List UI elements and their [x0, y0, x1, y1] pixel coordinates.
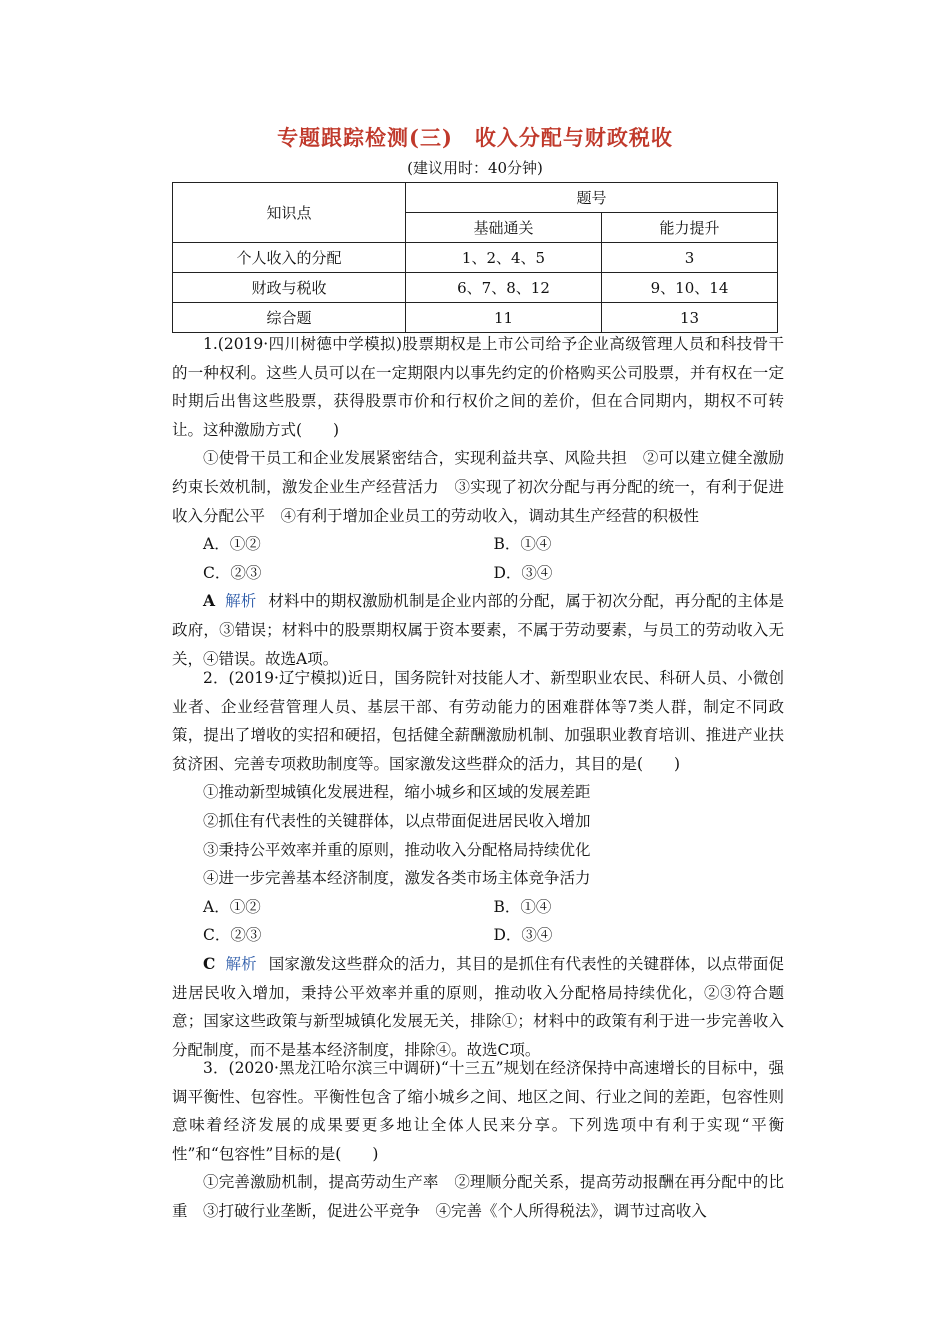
suggested-time: (建议用时：40分钟) [407, 159, 543, 177]
option-d: D．③④ [493, 563, 553, 582]
option-d: D．③④ [493, 926, 553, 945]
analysis-text: 材料中的期权激励机制是企业内部的分配，属于初次分配，再分配的主体是政府，③错误；材料中的股票期权属于资本要素，不属于劳动要素，与员工的劳动收入无关，④错误。故选A项。 [172, 592, 784, 668]
options-row [172, 893, 784, 922]
option-b: B．①④ [493, 897, 552, 916]
question-item: ④进一步完善基本经济制度，激发各类市场主体竞争活力 [203, 869, 591, 888]
page-title: 专题跟踪检测(三) 收入分配与财政税收 [277, 125, 673, 150]
question-1 [172, 330, 784, 673]
table-cell: 9、10、14 [602, 273, 778, 303]
option-a: A．①② [203, 897, 261, 916]
analysis-label: 解析 [225, 592, 257, 611]
table-cell: 个人收入的分配 [173, 243, 406, 273]
question-item: ②抓住有代表性的关键群体，以点带面促进居民收入增加 [203, 811, 591, 830]
table-header-basic: 基础通关 [406, 213, 602, 243]
table-header-group: 题号 [406, 183, 778, 213]
question-items: ①完善激励机制，提高劳动生产率 ②理顺分配关系，提高劳动报酬在再分配中的比重 ③打破行业垄断，促进公平竞争 ④完善《个人所得税法》，调节过高收入 [172, 1173, 784, 1220]
answer-analysis [172, 950, 784, 1064]
question-item: ③秉持公平效率并重的原则，推动收入分配格局持续优化 [203, 840, 591, 859]
knowledge-table [172, 182, 778, 333]
options-row [172, 530, 784, 559]
question-stem: 2．(2019·辽宁模拟)近日，国务院针对技能人才、新型职业农民、科研人员、小微创业者、企业经营管理人员、基层干部、有劳动能力的困难群体等7类人群，制定不同政策，提出了增收的实招和硬招，包括健全薪酬激励机制、加强职业教育培训、推进产业扶贫济困、完善专项救助制度等。国家激发这些群众的活力，其目的是( ) [172, 669, 784, 773]
option-c: C．②③ [203, 563, 262, 582]
table-cell: 11 [406, 303, 602, 333]
table-row [173, 243, 778, 273]
analysis-label: 解析 [225, 954, 257, 973]
answer-analysis [172, 587, 784, 673]
table-row [173, 273, 778, 303]
answer-letter: C [203, 953, 216, 973]
table-cell: 13 [602, 303, 778, 333]
question-stem: 1.(2019·四川树德中学模拟)股票期权是上市公司给予企业高级管理人员和科技骨干的一种权利。这些人员可以在一定期限内以事先约定的价格购买公司股票，并有权在一定时期后出售这些股票，获得股票市价和行权价之间的差价，但在合同期内，期权不可转让。这种激励方式( ) [172, 335, 784, 439]
option-b: B．①④ [493, 535, 552, 554]
question-items: ①使骨干员工和企业发展紧密结合，实现利益共享、风险共担 ②可以建立健全激励约束长效机制，激发企业生产经营活力 ③实现了初次分配与再分配的统一，有利于促进收入分配公平 ④有利于增加企业员工的劳动收入，调动其生产经营的积极性 [172, 449, 784, 525]
options-row [172, 921, 784, 950]
table-header-topic: 知识点 [173, 183, 406, 243]
option-a: A．①② [203, 535, 261, 554]
table-header-advanced: 能力提升 [602, 213, 778, 243]
question-3 [172, 1054, 784, 1226]
question-item: ①推动新型城镇化发展进程，缩小城乡和区域的发展差距 [203, 783, 591, 802]
table-cell: 6、7、8、12 [406, 273, 602, 303]
question-2 [172, 664, 784, 1064]
option-c: C．②③ [203, 926, 262, 945]
table-cell: 3 [602, 243, 778, 273]
table-cell: 综合题 [173, 303, 406, 333]
answer-letter: A [203, 591, 216, 611]
analysis-text: 国家激发这些群众的活力，其目的是抓住有代表性的关键群体，以点带面促进居民收入增加，秉持公平效率并重的原则，推动收入分配格局持续优化，②③符合题意；国家这些政策与新型城镇化发展无关，排除①；材料中的政策有利于进一步完善收入分配制度，而不是基本经济制度，排除④。故选C项。 [172, 954, 784, 1059]
question-stem: 3．(2020·黑龙江哈尔滨三中调研)“十三五”规划在经济保持中高速增长的目标中，强调平衡性、包容性。平衡性包含了缩小城乡之间、地区之间、行业之间的差距，包容性则意味着经济发展的成果要更多地让全体人民来分享。下列选项中有利于实现“平衡性”和“包容性”目标的是( ) [172, 1059, 784, 1163]
options-row [172, 559, 784, 588]
table-cell: 财政与税收 [173, 273, 406, 303]
table-row [173, 303, 778, 333]
table-cell: 1、2、4、5 [406, 243, 602, 273]
